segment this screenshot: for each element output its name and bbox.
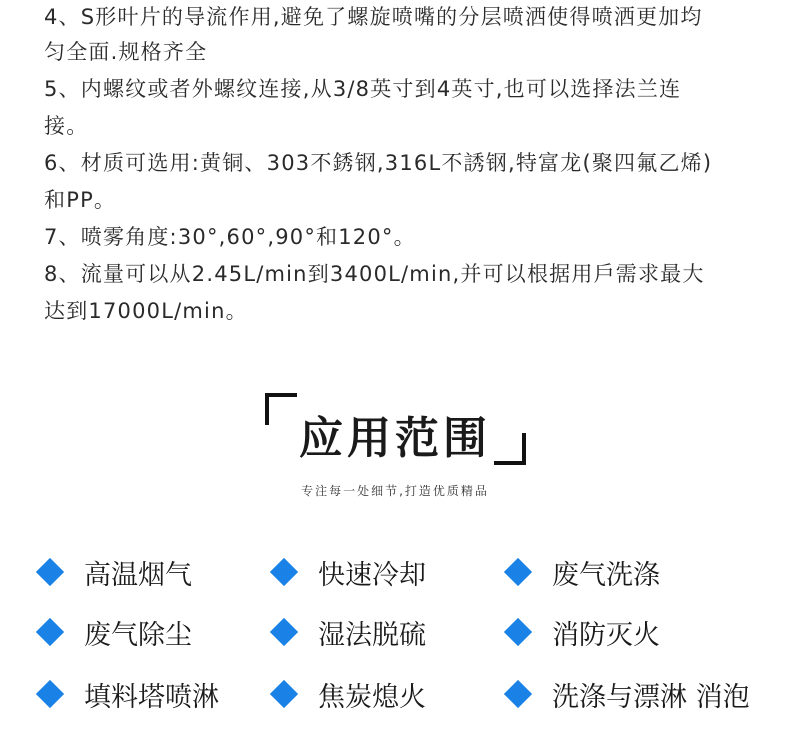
diamond-icon (504, 558, 532, 586)
section-title: 应用范围 (299, 413, 491, 464)
application-label: 消防灭火 (552, 619, 660, 651)
spec-line: 4、S形叶片的导流作用,避免了螺旋喷嘴的分层喷洒使得喷洒更加均 (44, 5, 703, 29)
application-item (34, 674, 219, 714)
application-label: 废气除尘 (84, 619, 192, 651)
application-label: 焦炭熄火 (318, 681, 426, 713)
diamond-icon (270, 680, 298, 708)
spec-line: 8、流量可以从2.45L/min到3400L/min,并可以根据用戶需求最大 (44, 262, 705, 286)
spec-line: 和PP。 (44, 188, 117, 212)
application-label: 湿法脱硫 (318, 619, 426, 651)
application-item (268, 552, 426, 592)
section-subtitle: 专注每一处细节,打造优质精品 (301, 484, 489, 498)
application-label: 快速冷却 (318, 559, 426, 591)
diamond-icon (270, 618, 298, 646)
application-item (34, 612, 192, 652)
diamond-icon (36, 680, 64, 708)
diamond-icon (36, 558, 64, 586)
diamond-icon (270, 558, 298, 586)
spec-line: 7、喷雾角度:30°,60°,90°和120°。 (44, 225, 416, 249)
spec-line: 达到17000L/min。 (44, 299, 248, 323)
diamond-icon (504, 680, 532, 708)
application-item (502, 612, 660, 652)
diamond-icon (36, 618, 64, 646)
spec-line: 5、内螺纹或者外螺纹连接,从3/8英寸到4英寸,也可以选择法兰连 (44, 77, 682, 101)
application-label: 洗涤与漂淋 消泡 (552, 681, 750, 713)
diamond-icon (504, 618, 532, 646)
application-item (34, 552, 192, 592)
application-item (502, 674, 750, 714)
application-label: 废气洗涤 (552, 559, 660, 591)
application-item (268, 612, 426, 652)
spec-line: 匀全面.规格齐全 (44, 40, 208, 64)
section-header (0, 380, 790, 520)
application-label: 填料塔喷淋 (84, 681, 219, 713)
application-label: 高温烟气 (84, 559, 192, 591)
corner-bracket-icon (265, 393, 297, 397)
spec-line: 接。 (44, 114, 89, 138)
spec-line: 6、材质可选用:黄铜、303不銹钢,316L不誘钢,特富龙(聚四氟乙烯) (44, 151, 713, 175)
application-item (268, 674, 426, 714)
application-item (502, 552, 660, 592)
